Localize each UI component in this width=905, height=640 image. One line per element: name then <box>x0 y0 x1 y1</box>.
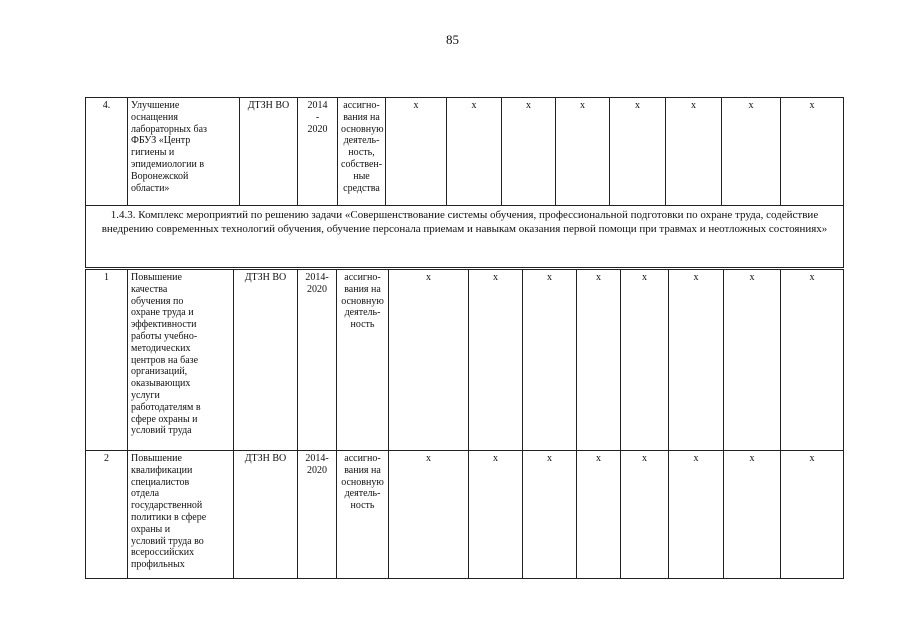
measure-name-line: области» <box>131 182 170 194</box>
mark-cell: х <box>781 98 844 206</box>
measure-name-line: работы учебно- <box>131 330 198 342</box>
measure-name-line: квалификации <box>131 464 193 476</box>
mark-cell: х <box>610 98 666 206</box>
table-row <box>86 270 844 451</box>
measure-name-line: эффективности <box>131 319 197 331</box>
measure-name-line: оснащения <box>131 111 178 123</box>
measure-name-line: отдела <box>131 488 160 500</box>
mark-cell: х <box>577 270 621 451</box>
measure-name-line: Повышение <box>131 453 182 464</box>
measures-table-bottom <box>85 269 844 579</box>
measure-name <box>128 98 240 206</box>
row-number: 4. <box>86 98 128 206</box>
funding-source: ассигно- вания на основную деятель- ность, собствен- ные средства <box>338 98 386 206</box>
mark-cell: х <box>386 98 447 206</box>
measure-name-line: лабораторных баз <box>131 123 207 135</box>
mark-cell: х <box>502 98 556 206</box>
measures-table-top <box>85 97 844 268</box>
implementation-period: 2014- 2020 <box>298 270 337 451</box>
row-number: 2 <box>86 451 128 579</box>
measure-name-line: качества <box>131 283 168 295</box>
measure-name-line: центров на базе <box>131 354 199 366</box>
mark-cell: х <box>447 98 502 206</box>
measure-name-line: специалистов <box>131 476 190 488</box>
measure-name-line: условий труда во <box>131 535 204 547</box>
funding-source: ассигно- вания на основную деятель- ность <box>337 270 389 451</box>
measure-name-line: работодателям в <box>131 401 201 413</box>
section-heading-row <box>86 206 844 268</box>
table-row <box>86 451 844 579</box>
mark-cell: х <box>781 270 844 451</box>
page-number: 85 <box>446 32 459 47</box>
measure-name <box>128 270 234 451</box>
measure-name-line: государственной <box>131 500 203 512</box>
measure-name-line: Улучшение <box>131 100 180 111</box>
mark-cell: х <box>621 270 669 451</box>
measure-name-line: всероссийских <box>131 547 195 559</box>
measure-name-line: условий труда <box>131 425 192 437</box>
measure-name-line: Повышение <box>131 272 182 283</box>
measure-name-line: организаций, <box>131 366 188 378</box>
mark-cell: х <box>469 451 523 579</box>
measure-name-line: гигиены и <box>131 147 175 159</box>
mark-cell: х <box>722 98 781 206</box>
mark-cell: х <box>669 451 724 579</box>
mark-cell: х <box>469 270 523 451</box>
mark-cell: х <box>781 451 844 579</box>
table-row <box>86 98 844 206</box>
measure-name-line: услуги <box>131 389 160 401</box>
mark-cell: х <box>577 451 621 579</box>
mark-cell: х <box>389 270 469 451</box>
implementation-period: 2014 - 2020 <box>298 98 338 206</box>
responsible-executor: ДТЗН ВО <box>240 98 298 206</box>
mark-cell: х <box>724 451 781 579</box>
mark-cell: х <box>523 270 577 451</box>
section-heading: 1.4.3. Комплекс мероприятий по решению задачи «Совершенствование системы обучения, профессиональной подготовки по охране труда, содействие внедрению современных технологий обучения, обучение персонала приемам и навыкам оказания первой помощи при травмах и неотложных состояниях» <box>86 206 844 268</box>
responsible-executor: ДТЗН ВО <box>234 451 298 579</box>
mark-cell: х <box>621 451 669 579</box>
measure-name-line: сфере охраны и <box>131 413 198 425</box>
implementation-period: 2014- 2020 <box>298 451 337 579</box>
measure-name-line: обучения по <box>131 295 184 307</box>
measure-name-line: оказывающих <box>131 378 191 390</box>
measure-name-line: методических <box>131 342 191 354</box>
funding-source: ассигно- вания на основную деятель- ность <box>337 451 389 579</box>
mark-cell: х <box>669 270 724 451</box>
mark-cell: х <box>666 98 722 206</box>
measure-name-line: ФБУЗ «Центр <box>131 135 191 147</box>
measure-name-line: профильных <box>131 559 185 571</box>
measure-name-line: охране труда и <box>131 307 194 319</box>
measure-name-line: политики в сфере <box>131 511 207 523</box>
row-number: 1 <box>86 270 128 451</box>
measure-name-line: охраны и <box>131 523 171 535</box>
measure-name-line: Воронежской <box>131 170 189 182</box>
measure-name <box>128 451 234 579</box>
mark-cell: х <box>523 451 577 579</box>
measure-name-line: эпидемиологии в <box>131 158 205 170</box>
responsible-executor: ДТЗН ВО <box>234 270 298 451</box>
mark-cell: х <box>724 270 781 451</box>
mark-cell: х <box>389 451 469 579</box>
mark-cell: х <box>556 98 610 206</box>
